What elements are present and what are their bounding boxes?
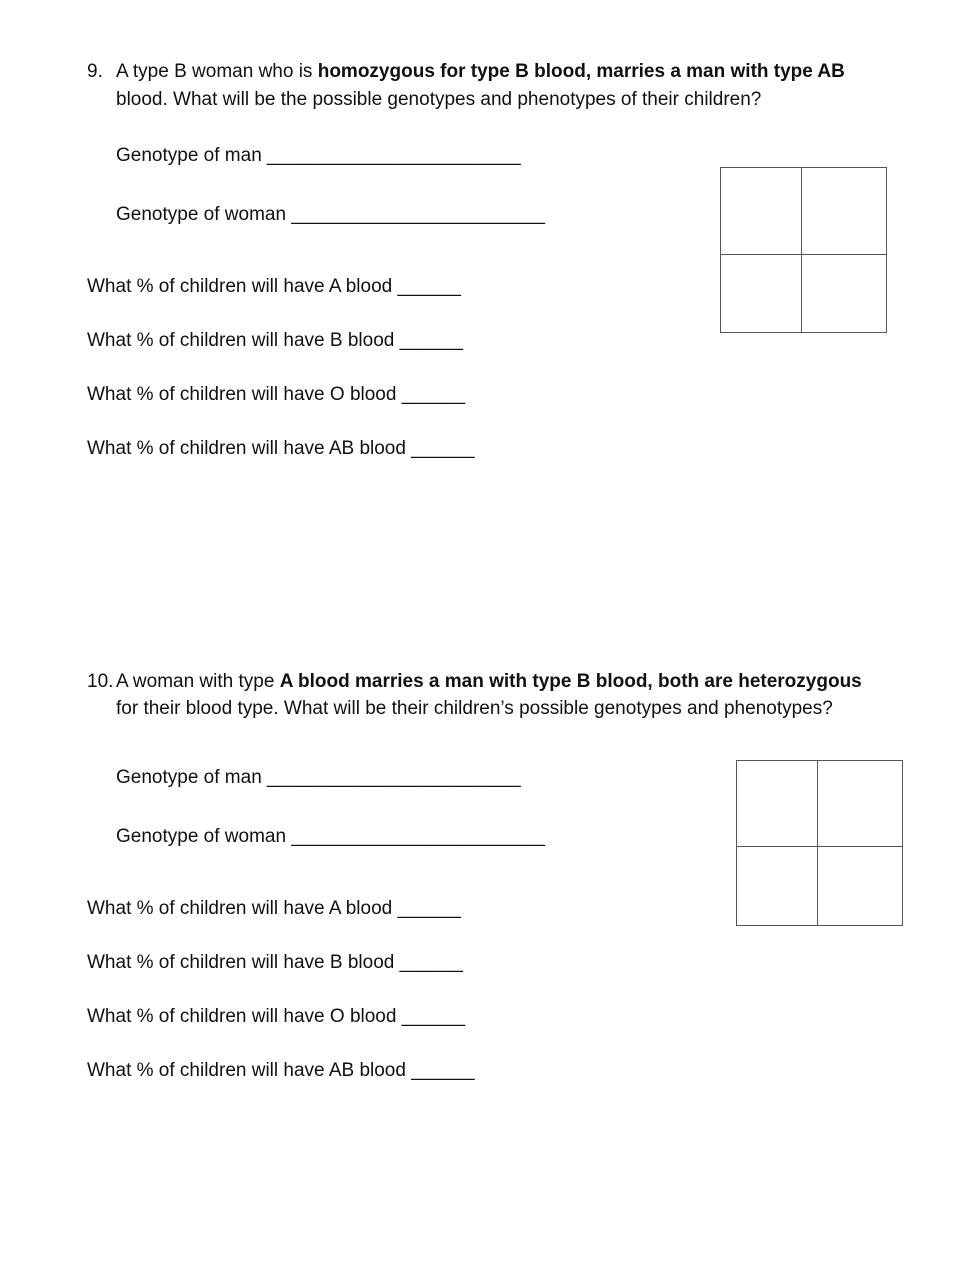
q9-number: 9.	[87, 61, 103, 82]
q10-genotype-woman[interactable]: Genotype of woman ________________________	[116, 826, 545, 847]
punnett-divider-vertical	[801, 168, 802, 332]
punnett-divider-horizontal	[721, 254, 886, 255]
punnett-divider-vertical	[817, 761, 818, 925]
q9-genotype-woman[interactable]: Genotype of woman ________________________	[116, 204, 545, 225]
q9-pct-ab[interactable]: What % of children will have AB blood ______	[87, 438, 475, 459]
q10-punnett-square[interactable]	[736, 760, 903, 926]
q9-question-text: A type B woman who is	[116, 61, 318, 82]
q9-genotype-man[interactable]: Genotype of man ________________________	[116, 145, 521, 166]
q9-question-line1	[116, 60, 845, 84]
q9-pct-a[interactable]: What % of children will have A blood ______	[87, 276, 461, 297]
q9-pct-o[interactable]: What % of children will have O blood ______	[87, 384, 466, 405]
q10-number: 10.	[87, 671, 114, 692]
q10-pct-a[interactable]: What % of children will have A blood ______	[87, 898, 461, 919]
q9-question-line2: blood. What will be the possible genotypes and phenotypes of their children?	[116, 89, 762, 110]
q10-pct-ab[interactable]: What % of children will have AB blood ______	[87, 1060, 475, 1081]
q10-question-bold-text: A blood marries a man with type B blood, both are heterozygous	[279, 671, 862, 692]
q9-question-bold-text: homozygous for type B blood, marries a man with type AB	[317, 61, 845, 82]
q9-punnett-square[interactable]	[720, 167, 887, 333]
punnett-divider-horizontal	[737, 846, 902, 847]
q10-genotype-man[interactable]: Genotype of man ________________________	[116, 767, 521, 788]
q10-question-text: A woman with type	[116, 671, 280, 692]
q10-pct-b[interactable]: What % of children will have B blood ______	[87, 952, 464, 973]
q10-pct-o[interactable]: What % of children will have O blood ______	[87, 1006, 466, 1027]
q10-question-line2: for their blood type. What will be their children’s possible genotypes and phenotypes?	[116, 698, 833, 719]
q9-pct-b[interactable]: What % of children will have B blood ______	[87, 330, 464, 351]
q10-question-line1	[116, 670, 862, 694]
